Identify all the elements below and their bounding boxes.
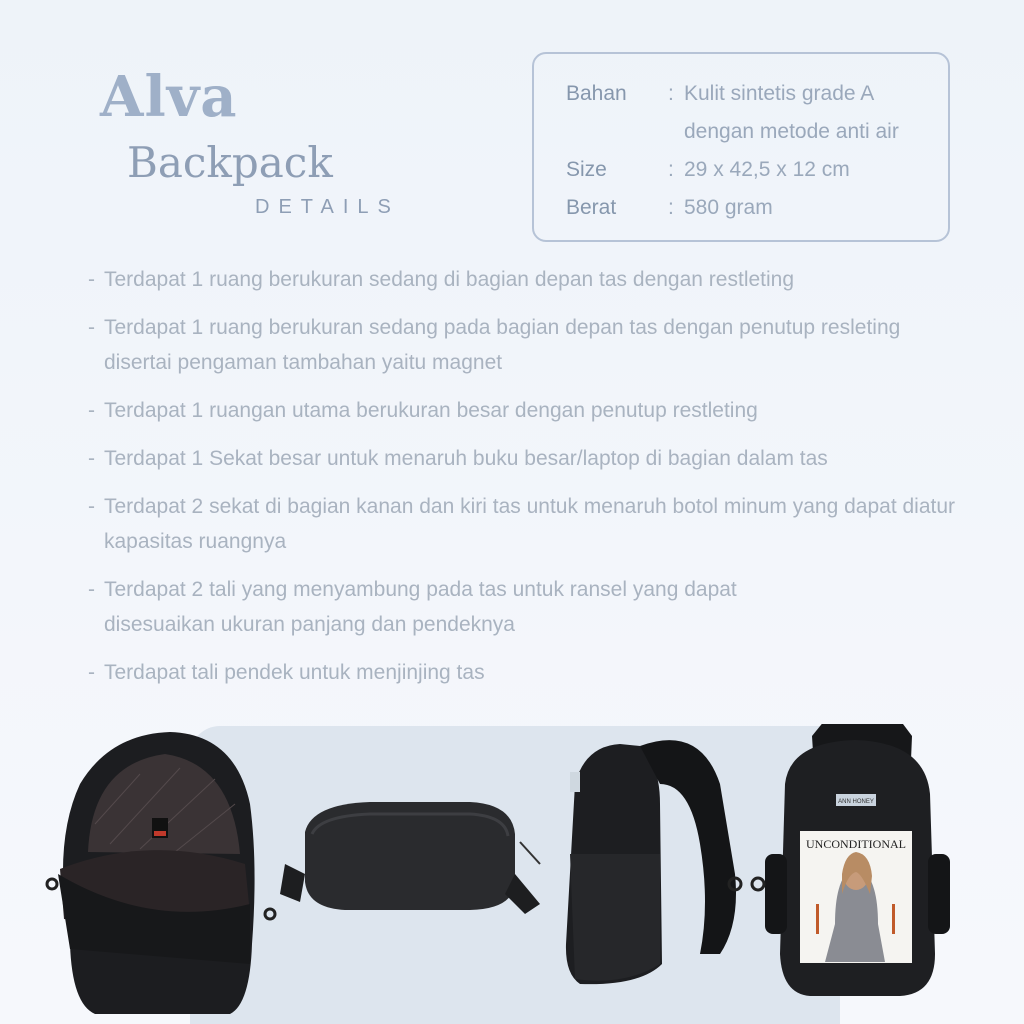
brand-tag: ANN HONEY <box>838 799 874 805</box>
photo-bag-bottom <box>280 802 540 914</box>
magazine-title: UNCONDITIONAL <box>806 837 906 851</box>
bullet-dash: - <box>88 447 95 470</box>
bullet-dash: - <box>88 316 95 339</box>
detail-text: Terdapat 1 ruangan utama berukuran besar dengan penutup restleting <box>104 399 758 422</box>
detail-text: Terdapat 1 ruang berukuran sedang pada bagian depan tas dengan penutup resleting disertai pengaman tambahan yaitu magnet <box>104 316 901 374</box>
spec-value: 29 x 42,5 x 12 cm <box>684 158 850 181</box>
detail-item <box>88 655 968 690</box>
spec-value: Kulit sintetis grade A <box>684 82 875 105</box>
spec-key: Berat <box>566 196 617 219</box>
detail-text: Terdapat 1 ruang berukuran sedang di bagian depan tas dengan restleting <box>104 268 795 291</box>
title-alva: Alva <box>100 64 238 130</box>
bullet-dash: - <box>88 661 95 684</box>
photo-open-backpack <box>47 732 275 1014</box>
title-backpack: Backpack <box>127 138 333 187</box>
spec-box <box>532 52 950 242</box>
detail-item <box>88 441 968 476</box>
title-details: DETAILS <box>255 196 400 218</box>
detail-item <box>88 393 968 428</box>
spec-colon: : <box>668 158 674 181</box>
detail-item <box>88 262 968 297</box>
spec-colon: : <box>668 82 674 105</box>
spec-key: Bahan <box>566 82 627 105</box>
spec-value: dengan metode anti air <box>684 120 899 143</box>
detail-item <box>88 310 934 380</box>
detail-item <box>88 572 844 642</box>
bullet-dash: - <box>88 268 95 291</box>
detail-text: Terdapat 1 Sekat besar untuk menaruh buku besar/laptop di bagian dalam tas <box>104 447 828 470</box>
photo-side-view <box>566 740 741 984</box>
product-photos <box>0 724 1024 1024</box>
spec-colon: : <box>668 196 674 219</box>
detail-text: Terdapat 2 sekat di bagian kanan dan kiri tas untuk menaruh botol minum yang dapat diatur kapasitas ruangnya <box>104 495 956 553</box>
bullet-dash: - <box>88 399 95 422</box>
photo-front-magazine <box>752 724 950 996</box>
detail-text: Terdapat 2 tali yang menyambung pada tas untuk ransel yang dapat disesuaikan ukuran panjang dan pendeknya <box>104 578 737 636</box>
spec-value: 580 gram <box>684 196 773 219</box>
detail-item <box>88 489 964 559</box>
spec-key: Size <box>566 158 607 181</box>
detail-list <box>88 262 968 690</box>
detail-text: Terdapat tali pendek untuk menjinjing tas <box>104 661 485 684</box>
bullet-dash: - <box>88 578 95 601</box>
bullet-dash: - <box>88 495 95 518</box>
